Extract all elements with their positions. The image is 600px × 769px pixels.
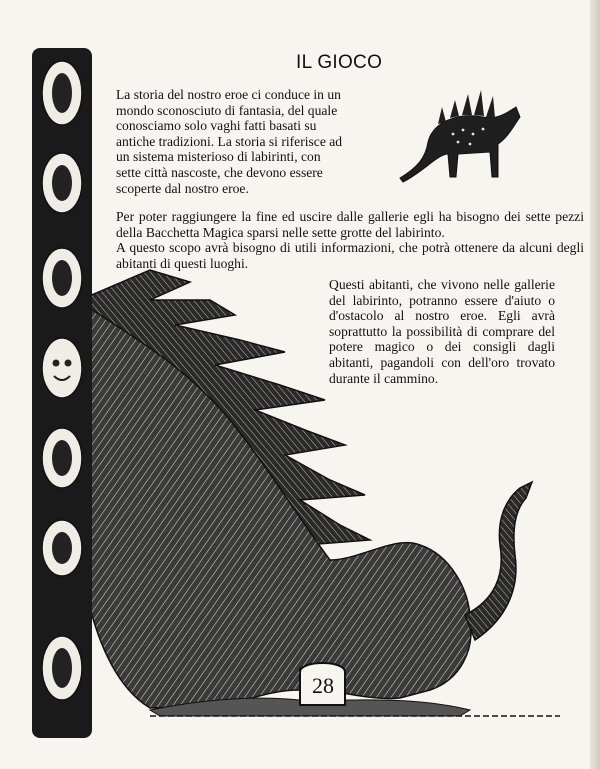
intro-paragraph: La storia del nostro eroe ci conduce in un mondo sconosciuto di fantasia, del quale conosciamo solo vaghi fatti basati su antiche tradizioni. La storia si riferisce ad un sistema misterioso di labirinti, con sette città nascoste, che devono essere scoperte dal nostro eroe. (116, 87, 343, 196)
page-number: 28 (312, 673, 334, 698)
totem-border-column (18, 38, 108, 758)
page-title: IL GIOCO (296, 52, 383, 73)
paragraph-wand-pieces: Per poter raggiungere la fine ed uscire dalle gallerie egli ha bisogno dei sette pezzi della Bacchetta Magica sparsi nelle sette grotte del labirinto. (116, 209, 584, 240)
page-edge-shadow (590, 0, 600, 769)
paragraph-inhabitants: Questi abitanti, che vivono nelle gallerie del labirinto, potranno essere d'aiuto o d'ostacolo al nostro eroe. Egli avrà soprattutto la possibilità di comprare del potere magico o dei consigli dagli abitanti, pagandoli con dell'oro trovato durante il cammino. (329, 277, 555, 386)
paragraph-information: A questo scopo avrà bisogno di utili informazioni, che potrà ottenere da alcuni degli abitanti di questi luoghi. (116, 240, 584, 271)
spiked-beast-illustration (398, 82, 528, 192)
